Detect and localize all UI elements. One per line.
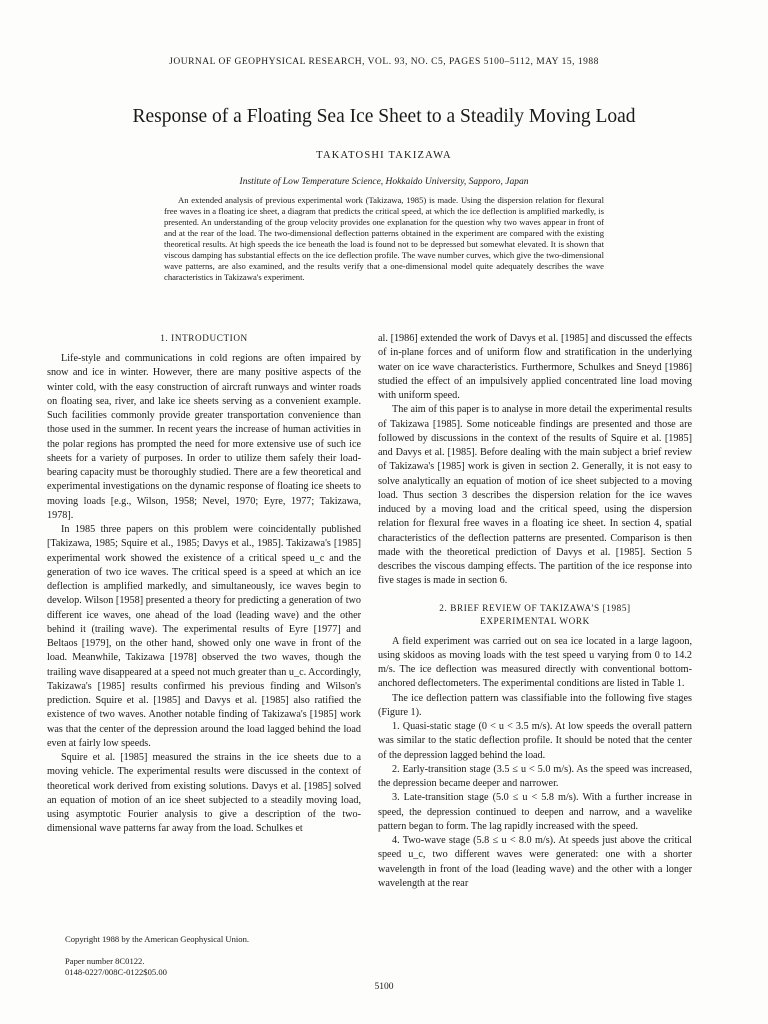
paragraph: The ice deflection pattern was classifiable into the following five stages (Figure 1). bbox=[378, 692, 692, 718]
paragraph: 4. Two-wave stage (5.8 ≤ u < 8.0 m/s). At speeds just above the critical speed u_c, two different waves were generated: one with a shorter wavelength in front of the load (leading wave) and the other with a longer wavelength at the rear bbox=[378, 835, 692, 889]
paragraph: Life-style and communications in cold regions are often impaired by snow and ice in winter. However, there are many positive aspects of the winter cold, with the easy construction of aircraft runways and winter roads on floating sea, river, and lake ice sheets serving as a convenient example. Such facilities commonly provide greater transportation convenience than those used in the summer. In recent years the increase of human activities in the polar regions has prompted the need for more extensive use of such ice sheets for a variety of purposes. In order to utilize them safely their load-bearing capacity must be thoroughly studied. There are a few theoretical and experimental investigations on the dynamic response of floating ice sheets to moving loads [e.g., Wilson, 1958; Nevel, 1970; Eyre, 1977; Takizawa, 1978]. bbox=[47, 353, 361, 521]
right-column bbox=[378, 332, 692, 891]
paragraph: Squire et al. [1985] measured the strains in the ice sheets due to a moving vehicle. The experimental results were discussed in the context of theoretical work derived from existing solutions. Davys et al. [1985] solved an equation of motion of an ice sheet subjected to a steadily moving load, using asymptotic Fourier analysis to give a description of the two-dimensional wave patterns far away from the load. Schulkes et bbox=[47, 752, 361, 835]
paragraph: A field experiment was carried out on sea ice located in a large lagoon, using skidoos as moving loads with the test speed u varying from 0 to 14.2 m/s. The ice deflection was measured directly with conventional bottom-anchored deflectometers. The experimental conditions are listed in Table 1. bbox=[378, 635, 692, 690]
paragraph: al. [1986] extended the work of Davys et al. [1985] and discussed the effects of in-plane forces and of uniform flow and stratification in the underlying water on ice wave characteristics. Furthermore, Schulkes and Sneyd [1986] studied the effect of an impulsively applied concentrated line load moving with uniform speed. bbox=[378, 333, 692, 401]
abstract: An extended analysis of previous experimental work (Takizawa, 1985) is made. Using the dispersion relation for flexural free waves in a floating ice sheet, a diagram that predicts the critical speed, at which the ice deflection is amplified markedly, is presented. An understanding of the group velocity provides one explanation for the question why two waves appear in front of and at the rear of the load. The two-dimensional deflection patterns obtained in the experiment are compared with the existing theoretical results. At high speeds the ice beneath the load is found not to be depressed but somewhat elevated. It is shown that viscous damping has substantial effects on the ice deflection profile. The wave number curves, which give the two-dimensional wave patterns, are also examined, and the results verify that a one-dimensional model quite adequately describes the wave characteristics in Takizawa's experiment. bbox=[164, 195, 604, 282]
paragraph: 2. Early-transition stage (3.5 ≤ u < 5.0 m/s). As the speed was increased, the depression became deeper and narrower. bbox=[378, 763, 692, 789]
left-column bbox=[47, 332, 361, 837]
section-heading-line: EXPERIMENTAL WORK bbox=[480, 615, 590, 626]
paragraph: 3. Late-transition stage (5.0 ≤ u < 5.8 m/s). With a further increase in speed, the depression continued to deepen and narrow, and a wavelike pattern began to form. The lag rapidly increased with the speed. bbox=[378, 792, 692, 832]
paragraph: The aim of this paper is to analyse in more detail the experimental results of Takizawa [1985]. Some noticeable findings are presented and those are followed by discussions in the context of the results of Squire et al. [1985] and Davys et al. [1985]. Before dealing with the main subject a brief review of Takizawa's [1985] work is given in section 2. Generally, it is not easy to solve analytically an equation of motion of ice sheet subjected to a moving load. Thus section 3 describes the dispersion relation for the ice waves induced by a moving load and the critical speed, using the dispersion relation for flexural free waves in a floating ice sheet. In section 4, spatial characteristics of the deflection patterns are presented. Comparison is then made with the theoretical prediction of Davys et al. [1985]. Section 5 describes the viscous damping effects. The partition of the ice response into five stages is made in section 6. bbox=[378, 404, 692, 587]
journal-header: JOURNAL OF GEOPHYSICAL RESEARCH, VOL. 93, NO. C5, PAGES 5100–5112, MAY 15, 1988 bbox=[169, 57, 599, 67]
paper-title: Response of a Floating Sea Ice Sheet to a Steadily Moving Load bbox=[132, 106, 636, 127]
paragraph: In 1985 three papers on this problem were coincidentally published [Takizawa, 1985; Squire et al., 1985; Davys et al., 1985]. Takizawa's [1985] experimental work showed the existence of a critical speed u_c and the generation of two ice waves. The critical speed is a speed at which an ice deflection is amplified markedly, and simultaneously, ice waves begin to develop. Wilson [1958] presented a theory for predicting a generation of two different ice waves, one ahead of the load (leading wave) and the other behind it (trailing wave). The experimental results of Eyre [1977] and Beltaos [1979], on the other hand, showed only one wave in front of the load. Meanwhile, Takizawa [1978] observed the two waves, though the trailing wave disappeared at a speed not much greater than u_c. Accordingly, Takizawa's [1985] results confirmed his previous finding and Wilson's prediction. Squire et al. [1985] and Davys et al. [1985] also ratified the existence of two waves. Another notable finding of Takizawa's [1985] work was that the center of the depression around the load lagged behind the load even at fairly low speeds. bbox=[47, 524, 361, 749]
section-heading-introduction: 1. INTRODUCTION bbox=[160, 333, 248, 343]
paper-code: 0148-0227/008C-0122$05.00 bbox=[65, 967, 167, 977]
copyright-line: Copyright 1988 by the American Geophysical Union. bbox=[65, 934, 250, 944]
section-heading-line: 2. BRIEF REVIEW OF TAKIZAWA'S [1985] bbox=[439, 602, 631, 613]
paper-number: Paper number 8C0122. bbox=[65, 956, 145, 966]
author-affiliation: Institute of Low Temperature Science, Hokkaido University, Sapporo, Japan bbox=[239, 177, 529, 187]
paragraph: 1. Quasi-static stage (0 < u < 3.5 m/s). At low speeds the overall pattern was similar to the static deflection profile. It should be noted that the center of the depression lagged behind the load. bbox=[378, 721, 692, 761]
section-heading-review bbox=[378, 602, 692, 628]
author-name: TAKATOSHI TAKIZAWA bbox=[316, 150, 452, 161]
page-number: 5100 bbox=[374, 982, 394, 992]
copyright-footnote bbox=[65, 934, 365, 978]
